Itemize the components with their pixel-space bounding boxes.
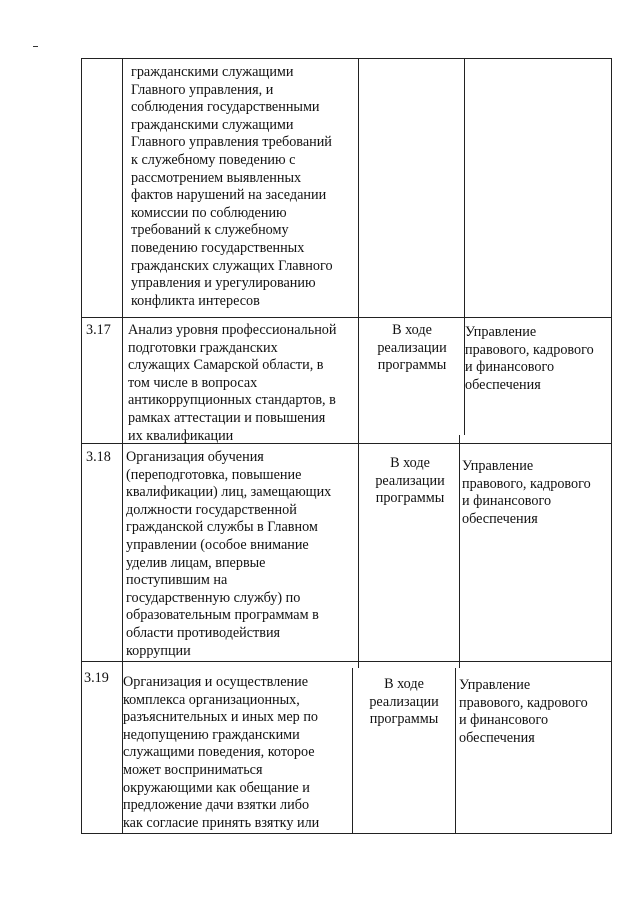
- table-border-top: [81, 58, 612, 59]
- activity-line: должности государственной: [126, 501, 297, 518]
- continued-line: гражданскими служащими: [131, 64, 294, 80]
- responsible-line: и финансового: [459, 712, 549, 729]
- activity-line: рамках аттестации и повышения: [128, 409, 326, 426]
- scan-mark: [33, 46, 38, 47]
- activity-line: области противодействия: [126, 624, 281, 641]
- activity-cell: [123, 674, 319, 832]
- continued-line: комиссии по соблюдению: [131, 204, 287, 221]
- responsible-line: и финансового: [465, 359, 555, 376]
- activity-line: разъяснительных и иных мер по: [123, 709, 319, 726]
- continued-line: гражданских служащих Главного: [131, 257, 333, 274]
- activity-line: недопущению гражданскими: [123, 726, 300, 743]
- activity-line: квалификации) лиц, замещающих: [126, 484, 332, 501]
- continued-line: гражданскими служащими: [131, 116, 294, 133]
- responsible-line: обеспечения: [459, 729, 535, 746]
- activity-line: (переподготовка, повышение: [126, 466, 302, 483]
- row-divider-3-17: [81, 317, 612, 318]
- responsible-line: правового, кадрового: [462, 475, 591, 492]
- activity-line: комплекса организационных,: [123, 691, 300, 708]
- responsible-line: обеспечения: [465, 376, 541, 393]
- activity-line: служащими поведения, которое: [123, 744, 315, 761]
- responsible-line: правового, кадрового: [459, 694, 588, 711]
- continued-line: к служебному поведению с: [131, 151, 296, 168]
- activity-cell: [128, 322, 336, 445]
- activity-line: государственную службу) по: [126, 589, 301, 606]
- continued-line: управления и урегулированию: [131, 275, 316, 292]
- continued-activity-cell: [131, 64, 333, 310]
- activity-line: может восприниматься: [123, 761, 263, 778]
- continued-line: соблюдения государственными: [131, 99, 320, 116]
- activity-cell: [126, 449, 331, 660]
- term-line: В ходе: [384, 676, 424, 692]
- activity-line: уделив лицам, впервые: [126, 554, 266, 571]
- continued-line: Главного управления требований: [131, 134, 332, 151]
- table-border-left: [81, 58, 82, 834]
- responsible-line: и финансового: [462, 493, 552, 510]
- term-line: программы: [375, 490, 445, 507]
- table-border-right: [611, 58, 612, 834]
- activity-line: том числе в вопросах: [128, 374, 258, 391]
- term-line: В ходе: [392, 322, 432, 338]
- row-number: 3.19: [84, 670, 109, 686]
- term-line: реализации: [375, 472, 445, 489]
- continued-line: конфликта интересов: [131, 292, 260, 309]
- term-cell: [352, 676, 456, 729]
- activity-line: Анализ уровня профессиональной: [128, 322, 337, 338]
- responsible-line: правового, кадрового: [465, 341, 594, 358]
- row-number: 3.18: [86, 449, 111, 465]
- term-line: реализации: [377, 339, 447, 356]
- row-divider-3-19: [81, 661, 612, 662]
- activity-line: поступившим на: [126, 572, 228, 589]
- continued-line: Главного управления, и: [131, 81, 274, 98]
- continued-line: поведению государственных: [131, 239, 305, 256]
- responsible-line: Управление: [462, 458, 534, 474]
- activity-line: коррупции: [126, 642, 191, 659]
- term-line: реализации: [369, 693, 439, 710]
- table-border-bottom: [81, 833, 612, 834]
- activity-line: предложение дачи взятки либо: [123, 797, 310, 814]
- activity-line: антикоррупционных стандартов, в: [128, 392, 336, 409]
- activity-line: подготовки гражданских: [128, 339, 278, 356]
- term-line: программы: [369, 711, 439, 728]
- activity-line: их квалификации: [128, 427, 234, 444]
- continued-line: рассмотрением выявленных: [131, 169, 302, 186]
- activity-line: Организация и осуществление: [123, 674, 309, 690]
- activity-line: служащих Самарской области, в: [128, 357, 324, 374]
- activity-line: окружающими как обещание и: [123, 779, 310, 796]
- term-cell: [360, 322, 464, 375]
- row-number: 3.17: [86, 322, 111, 338]
- continued-line: фактов нарушений на заседании: [131, 187, 327, 204]
- responsible-line: обеспечения: [462, 510, 538, 527]
- term-line: программы: [377, 357, 447, 374]
- continued-line: требований к служебному: [131, 222, 289, 239]
- responsible-line: Управление: [465, 324, 537, 340]
- activity-line: образовательным программам в: [126, 607, 319, 624]
- activity-line: как согласие принять взятку или: [123, 814, 320, 831]
- responsible-cell: [462, 458, 591, 528]
- responsible-cell: [459, 677, 588, 747]
- responsible-line: Управление: [459, 677, 531, 693]
- term-line: В ходе: [390, 455, 430, 471]
- table-column-divider-2: [358, 58, 359, 668]
- activity-line: гражданской службы в Главном: [126, 519, 318, 536]
- activity-line: Организация обучения: [126, 449, 264, 465]
- activity-line: управлении (особое внимание: [126, 536, 309, 553]
- responsible-cell: [465, 324, 594, 394]
- term-cell: [358, 455, 462, 508]
